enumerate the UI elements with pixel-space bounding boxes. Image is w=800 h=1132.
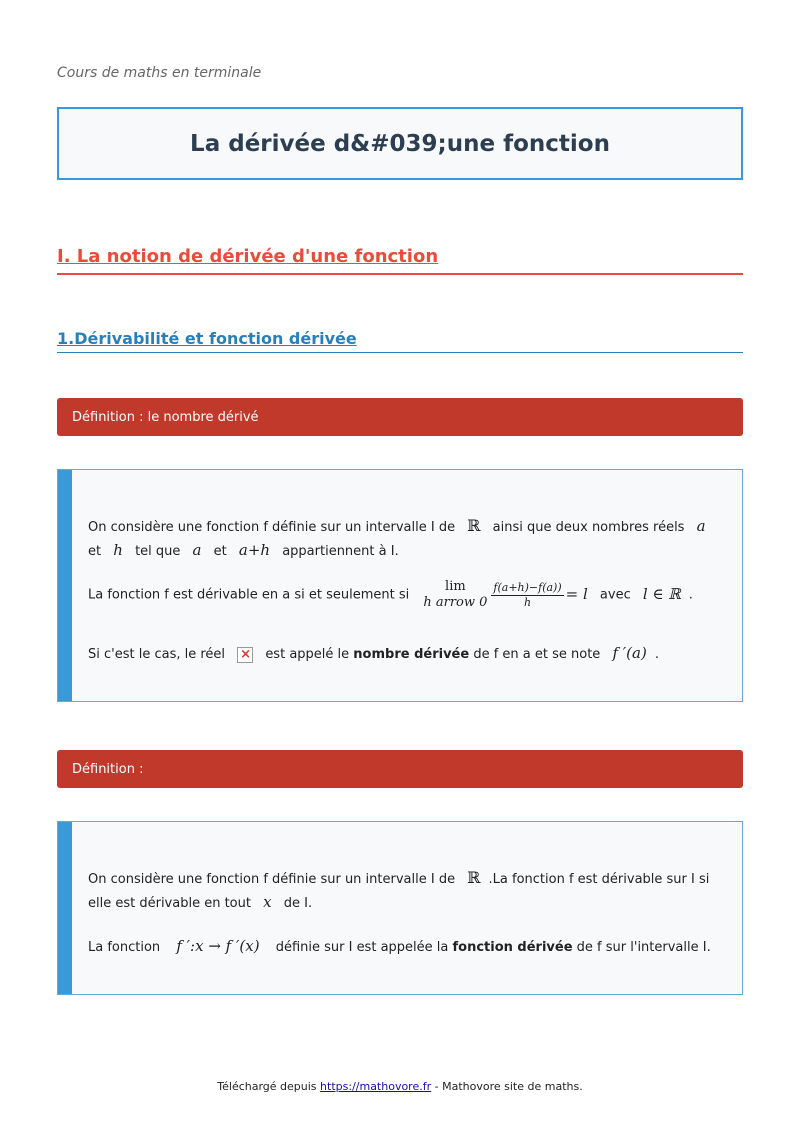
limit-operator: lim [445, 579, 466, 594]
section-heading: I. La notion de dérivée d'une fonction [57, 246, 743, 275]
math-limit [423, 579, 487, 611]
limit-subscript: h arrow 0 [423, 595, 488, 610]
definition-paragraph [88, 867, 724, 915]
text: définie sur I est appelée la [275, 940, 449, 955]
definition-bar-label: Définition : le nombre dérivé [72, 409, 259, 425]
math-a: a [696, 517, 706, 535]
math-f-prime-a: f ′(a) [612, 644, 647, 662]
math-reals: ℝ [467, 516, 481, 535]
fraction-denominator: h [523, 595, 532, 609]
math-a: a [192, 541, 202, 559]
text: . [688, 587, 693, 603]
fraction-numerator: f(a+h)−f(a)) [493, 580, 562, 594]
text: et [213, 544, 227, 559]
definition-box-derived-number [57, 469, 743, 702]
definition-stripe [58, 822, 72, 994]
course-label: Cours de maths en terminale [57, 65, 262, 81]
text: ainsi que deux nombres réels [492, 520, 685, 535]
text: tel que [135, 544, 181, 559]
definition-stripe [58, 470, 72, 701]
definition-bar-derived-number [57, 398, 743, 436]
text: On considère une fonction f définie sur un intervalle I de [88, 872, 456, 887]
text: appartiennent à I. [282, 544, 399, 559]
text: La fonction [88, 940, 161, 955]
math-l-in-reals: l ∈ ℝ [642, 584, 681, 603]
footer-prefix: Téléchargé depuis [217, 1080, 317, 1093]
math-equals-l: = l [565, 584, 588, 603]
text: On considère une fonction f définie sur un intervalle I de [88, 520, 456, 535]
footer-suffix: - Mathovore site de maths. [434, 1080, 583, 1093]
definition-paragraph [88, 935, 724, 959]
definition-paragraph [88, 579, 724, 611]
footer-link[interactable]: https://mathovore.fr [320, 1080, 432, 1093]
definition-box-derivative-function [57, 821, 743, 995]
broken-image-icon [237, 647, 253, 663]
math-h: h [113, 541, 123, 559]
text: La fonction f est dérivable en a si et seulement si [88, 587, 410, 603]
text: Si c'est le cas, le réel [88, 647, 226, 662]
definition-paragraph [88, 515, 724, 563]
text: de f sur l'intervalle I. [576, 940, 711, 955]
text: de f en a et se note [473, 647, 601, 662]
text: est appelé le [265, 647, 350, 662]
bold-term: fonction dérivée [452, 940, 573, 955]
text: avec [599, 587, 631, 603]
definition-bar-derivative-function [57, 750, 743, 788]
bold-term: nombre dérivée [353, 647, 470, 662]
footer [0, 1080, 800, 1093]
math-derivative-map: f ′:x → f ′(x) [176, 937, 260, 955]
text: et [88, 544, 102, 559]
text: de I. [283, 896, 313, 911]
math-a-plus-h: a+h [238, 541, 271, 559]
math-x: x [263, 893, 272, 911]
title-box [57, 107, 743, 180]
math-fraction [491, 581, 563, 610]
page-title: La dérivée d&#039;une fonction [190, 130, 610, 157]
text: .La fonction f est dérivable sur I si elle est dérivable en tout [88, 872, 710, 911]
subsection-heading: 1.Dérivabilité et fonction dérivée [57, 329, 743, 353]
text: . [654, 647, 659, 662]
definition-bar-label: Définition : [72, 761, 144, 777]
definition-paragraph [88, 642, 724, 666]
math-reals: ℝ [467, 868, 481, 887]
